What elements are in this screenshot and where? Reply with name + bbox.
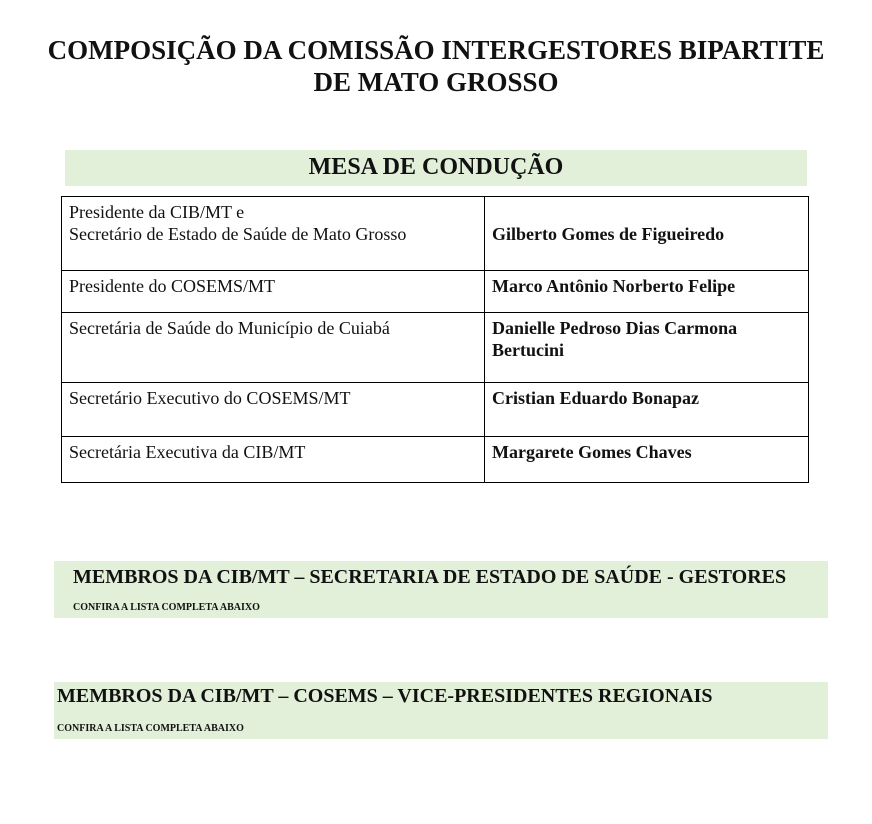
name-text: Marco Antônio Norberto Felipe: [492, 276, 736, 296]
name-cell: [485, 271, 809, 313]
role-cell: [62, 197, 485, 271]
name-cell: [485, 383, 809, 437]
role-text: Presidente da CIB/MT e: [69, 202, 245, 222]
name-cell: [485, 197, 809, 271]
cosems-members-heading: MEMBROS DA CIB/MT – COSEMS – VICE-PRESIDENTES REGIONAIS: [57, 685, 713, 707]
ses-members-section: [54, 561, 828, 618]
role-text: Presidente do COSEMS/MT: [69, 276, 276, 296]
page-title-line-2: DE MATO GROSSO: [313, 67, 559, 97]
table-row: [62, 437, 809, 483]
role-text: Secretário Executivo do COSEMS/MT: [69, 388, 351, 408]
role-text: Secretário de Estado de Saúde de Mato Grosso: [69, 224, 407, 244]
ses-members-heading: MEMBROS DA CIB/MT – SECRETARIA DE ESTADO DE SAÚDE - GESTORES: [73, 566, 787, 588]
ses-full-list-link[interactable]: CONFIRA A LISTA COMPLETA ABAIXO: [73, 602, 260, 613]
page-title-line-1: COMPOSIÇÃO DA COMISSÃO INTERGESTORES BIPARTITE: [47, 35, 825, 65]
name-text: Margarete Gomes Chaves: [492, 442, 692, 462]
mesa-table: [61, 196, 809, 483]
page-title: [0, 34, 872, 98]
table-row: [62, 383, 809, 437]
role-text: Secretária Executiva da CIB/MT: [69, 442, 306, 462]
name-cell: [485, 313, 809, 383]
role-cell: [62, 383, 485, 437]
role-cell: [62, 313, 485, 383]
role-cell: [62, 271, 485, 313]
cosems-full-list-link[interactable]: CONFIRA A LISTA COMPLETA ABAIXO: [57, 723, 244, 734]
cosems-members-section: [54, 682, 828, 739]
name-text: Danielle Pedroso Dias Carmona: [492, 318, 738, 338]
name-text: Cristian Eduardo Bonapaz: [492, 388, 700, 408]
name-text: Bertucini: [492, 340, 564, 360]
table-row: [62, 197, 809, 271]
name-cell: [485, 437, 809, 483]
role-cell: [62, 437, 485, 483]
table-row: [62, 271, 809, 313]
mesa-heading: MESA DE CONDUÇÃO: [65, 150, 807, 186]
table-row: [62, 313, 809, 383]
name-text: Gilberto Gomes de Figueiredo: [492, 223, 725, 244]
role-text: Secretária de Saúde do Município de Cuiabá: [69, 318, 390, 338]
